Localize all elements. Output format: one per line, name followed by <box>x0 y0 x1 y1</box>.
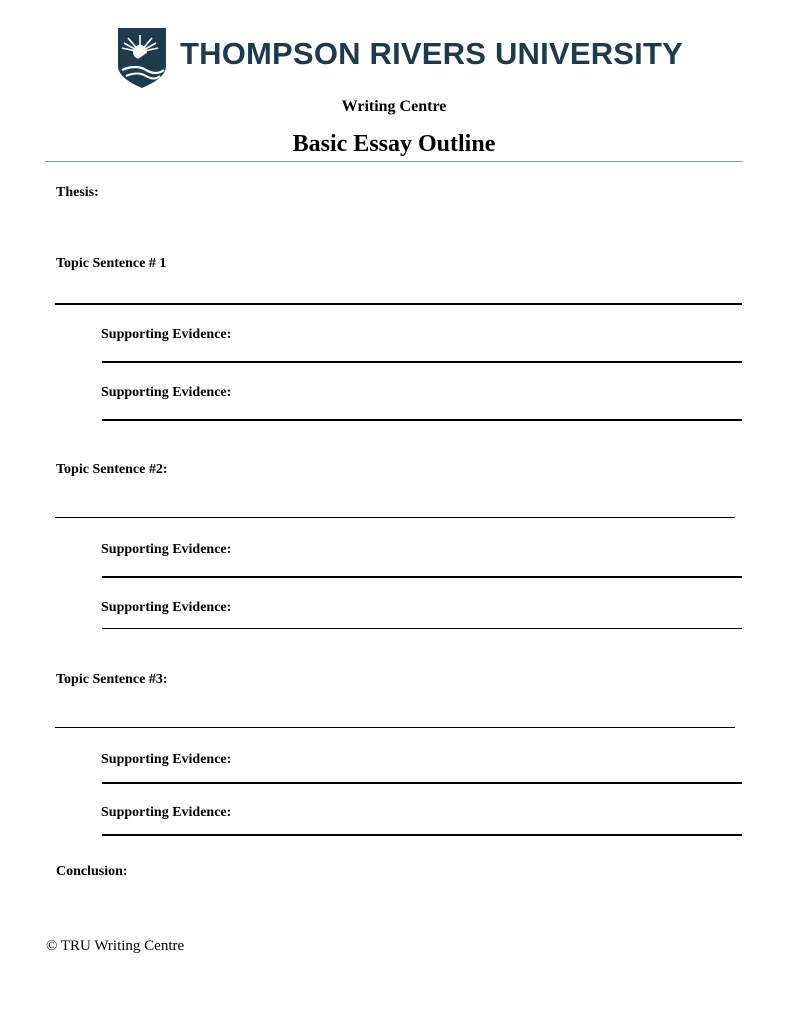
topic-sentence-1-label: Topic Sentence # 1 <box>56 256 167 271</box>
topic-sentence-2-label: Topic Sentence #2: <box>56 462 168 477</box>
copyright-footer: © TRU Writing Centre <box>46 938 185 954</box>
evidence-label: Supporting Evidence: <box>101 600 232 615</box>
thesis-label: Thesis: <box>56 185 99 200</box>
evidence-line <box>102 576 742 578</box>
university-name: THOMPSON RIVERS UNIVERSITY <box>180 36 683 71</box>
topic-sentence-1-line <box>55 303 742 305</box>
evidence-label: Supporting Evidence: <box>101 805 232 820</box>
department-name: Writing Centre <box>341 98 447 115</box>
header-divider <box>45 161 743 162</box>
evidence-line <box>102 628 742 629</box>
tru-logo-icon <box>116 26 168 90</box>
page-title: Basic Essay Outline <box>292 131 496 157</box>
evidence-label: Supporting Evidence: <box>101 752 232 767</box>
evidence-label: Supporting Evidence: <box>101 327 232 342</box>
evidence-line <box>102 834 742 836</box>
evidence-line <box>102 361 742 363</box>
evidence-label: Supporting Evidence: <box>101 542 232 557</box>
conclusion-label: Conclusion: <box>56 864 128 879</box>
topic-sentence-3-line <box>55 727 735 728</box>
topic-sentence-2-line <box>55 517 735 518</box>
evidence-line <box>102 419 742 421</box>
evidence-line <box>102 782 742 784</box>
evidence-label: Supporting Evidence: <box>101 385 232 400</box>
topic-sentence-3-label: Topic Sentence #3: <box>56 672 168 687</box>
